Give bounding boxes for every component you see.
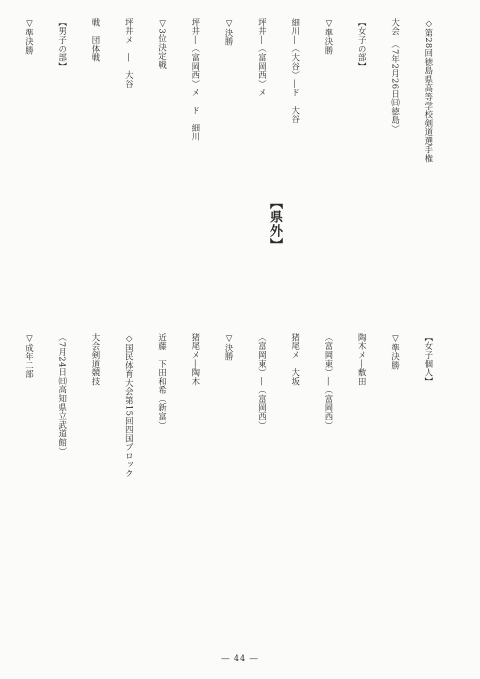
text-column: ◇国民体育大会第15回四国ブロック bbox=[124, 333, 135, 478]
text-column: 大会 （7年2月26日㈰徳島） bbox=[390, 18, 401, 134]
section-title: 【県外】 bbox=[267, 196, 282, 252]
text-column: ▽3位決定戦 bbox=[157, 18, 168, 70]
text-column: ▽準決勝 bbox=[323, 18, 334, 55]
text-column: 坪井―（富岡西）メ bbox=[257, 18, 268, 98]
text-column: 坪井メ ― 大谷 bbox=[124, 18, 135, 89]
text-column: （7月24日㈰高知県立武道館） bbox=[57, 333, 68, 456]
text-column: 【女子の部】 bbox=[357, 18, 368, 71]
text-column: 【男子の部】 bbox=[57, 18, 68, 71]
text-column: ▽決勝 bbox=[224, 333, 235, 361]
upper-text-block bbox=[0, 18, 456, 318]
text-column: ▽準決勝 bbox=[24, 18, 35, 55]
text-column: ◇第28回徳島県高等学校剣道選手権 bbox=[423, 18, 434, 163]
text-column: ▽準決勝 bbox=[390, 333, 401, 370]
text-column: （富岡東）―（富岡西） bbox=[257, 333, 268, 430]
page-number: ― 44 ― bbox=[221, 654, 259, 663]
text-column: 近藤 下田和希（新富） bbox=[157, 333, 168, 430]
text-column: 戦 団体戦 bbox=[91, 18, 101, 62]
text-column: 細川―（大谷）―ド 大谷 bbox=[290, 18, 301, 124]
text-column: 猪尾メ 大坂 bbox=[290, 333, 301, 386]
text-column: 陶木メ―敷田 bbox=[357, 333, 368, 386]
text-column: ▽決勝 bbox=[224, 18, 235, 46]
text-column: 大会剣道競技 bbox=[91, 333, 101, 386]
text-column: ▽成年二部 bbox=[24, 333, 35, 379]
text-column: 猪尾メ―陶木 bbox=[190, 333, 201, 386]
text-column: 坪井―（富岡西）メ ド 細川 bbox=[190, 18, 201, 142]
text-column: （富岡東）―（富岡西） bbox=[323, 333, 334, 430]
text-column bbox=[0, 333, 1, 638]
text-column: 【女子個人】 bbox=[423, 333, 434, 386]
text-column bbox=[0, 18, 1, 318]
lower-text-block bbox=[0, 333, 456, 638]
